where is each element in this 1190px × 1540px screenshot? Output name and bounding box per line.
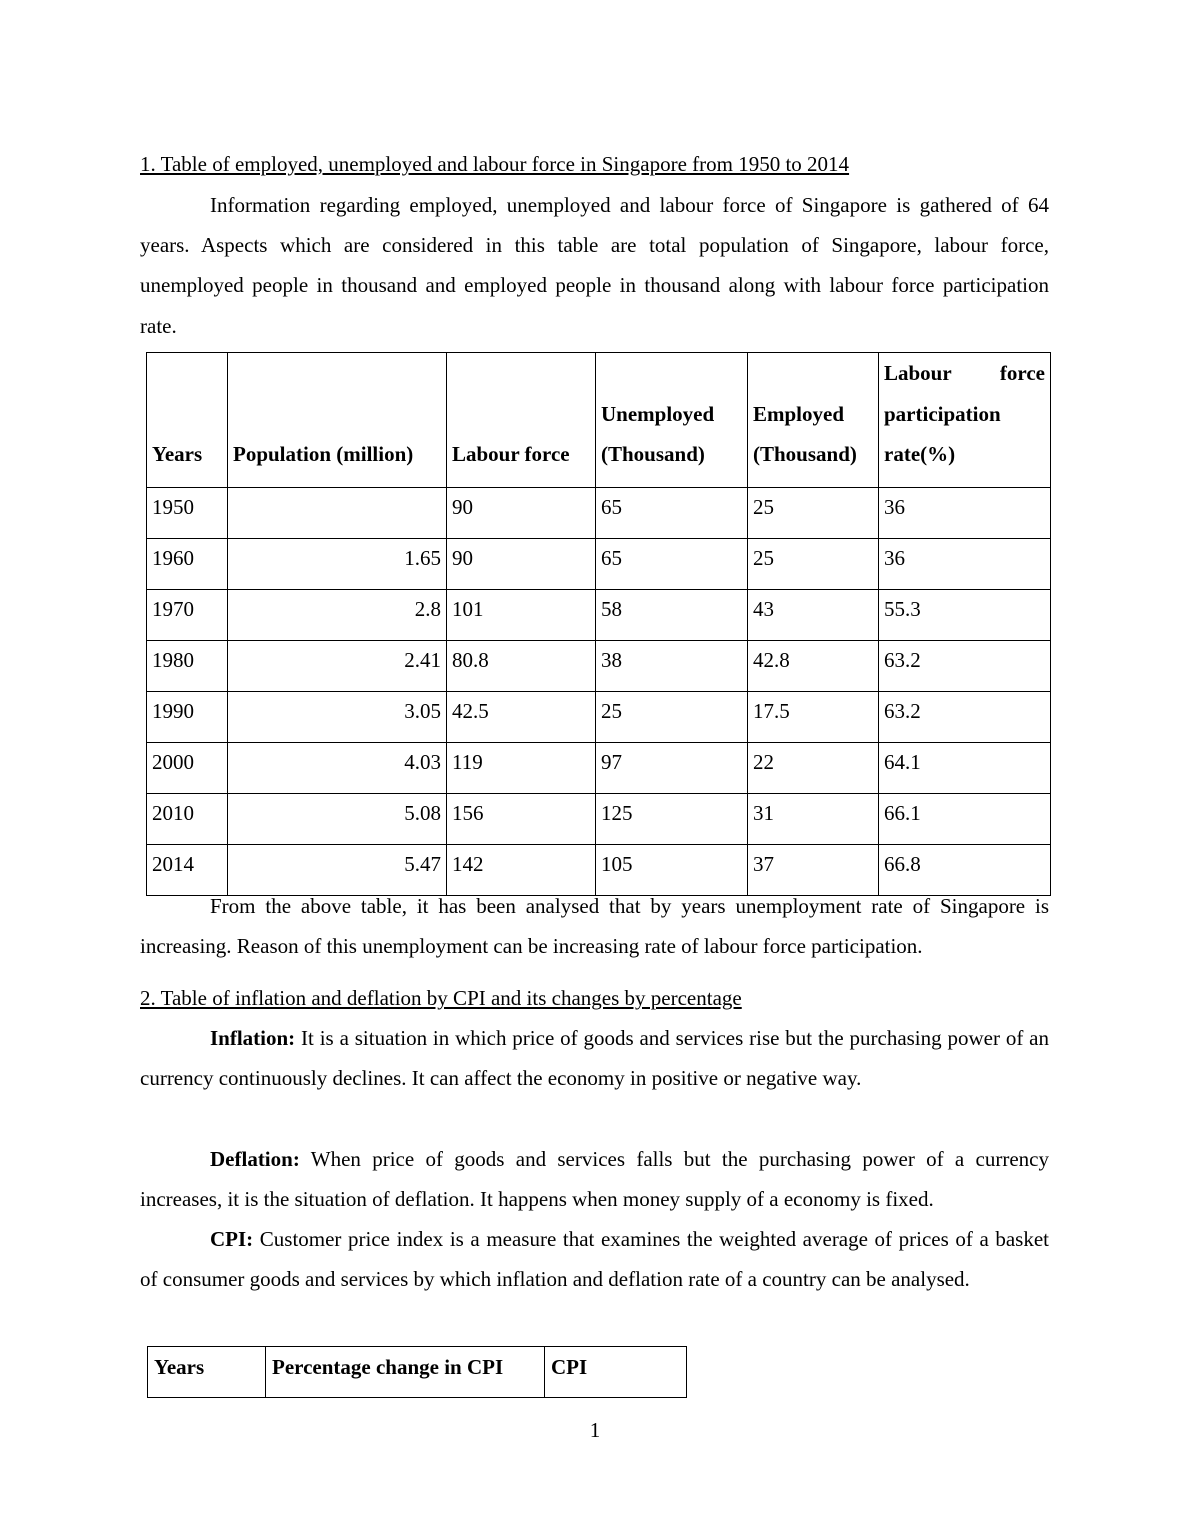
header-employed [748, 353, 879, 488]
cell-year: 1970 [147, 589, 228, 640]
cell-unemployed: 125 [596, 793, 748, 844]
cell-employed: 31 [748, 793, 879, 844]
header-unemployed-line2: (Thousand) [601, 442, 705, 466]
cell-employed: 25 [748, 487, 879, 538]
labour-force-table-body [147, 487, 1051, 895]
cell-year: 2000 [147, 742, 228, 793]
cell-unemployed: 38 [596, 640, 748, 691]
inflation-text: It is a situation in which price of goods and services rise but the purchasing power of an currency continuously declines. It can affect the economy in positive or negative way. [140, 1026, 1049, 1091]
header-years: Years [147, 353, 228, 488]
table-row [147, 589, 1051, 640]
cpi-header-cpi: CPI [545, 1347, 687, 1398]
cpi-header-percentage-change: Percentage change in CPI [266, 1347, 545, 1398]
header-employed-line2: (Thousand) [753, 442, 857, 466]
cell-employed: 22 [748, 742, 879, 793]
section1-analysis-paragraph [140, 886, 1049, 966]
cell-population: 5.08 [228, 793, 447, 844]
cell-labour-force: 101 [447, 589, 596, 640]
cell-labour-force: 142 [447, 844, 596, 895]
cell-population: 3.05 [228, 691, 447, 742]
cell-labour-force: 90 [447, 487, 596, 538]
cpi-header-years: Years [148, 1347, 266, 1398]
cell-population: 1.65 [228, 538, 447, 589]
cell-labour-force: 80.8 [447, 640, 596, 691]
section1-intro-text: Information regarding employed, unemployed and labour force of Singapore is gathered of 64 years. Aspects which are considered in this table are total population of Singapore, labour force, unemployed people in thousand and employed people in thousand along with labour force participation rate. [140, 193, 1049, 338]
header-lfpr [879, 353, 1051, 488]
cell-lfpr: 66.8 [879, 844, 1051, 895]
header-lfpr-line2: participation [884, 401, 1001, 426]
header-unemployed-line1: Unemployed [601, 401, 715, 426]
table-row [147, 487, 1051, 538]
cell-population: 2.8 [228, 589, 447, 640]
table-row [147, 691, 1051, 742]
cell-labour-force: 90 [447, 538, 596, 589]
cell-unemployed: 65 [596, 538, 748, 589]
cell-employed: 25 [748, 538, 879, 589]
cell-population [228, 487, 447, 538]
cpi-paragraph [140, 1219, 1049, 1299]
table-row [147, 640, 1051, 691]
header-unemployed [596, 353, 748, 488]
inflation-paragraph [140, 1018, 1049, 1098]
cell-lfpr: 55.3 [879, 589, 1051, 640]
cell-employed: 17.5 [748, 691, 879, 742]
header-population: Population (million) [228, 353, 447, 488]
cell-year: 2014 [147, 844, 228, 895]
table-row [147, 538, 1051, 589]
header-lfpr-line1 [884, 353, 1045, 394]
table-row [147, 742, 1051, 793]
cell-population: 2.41 [228, 640, 447, 691]
cell-unemployed: 58 [596, 589, 748, 640]
cell-unemployed: 97 [596, 742, 748, 793]
cpi-table [147, 1346, 687, 1398]
header-lfpr-word-force: force [999, 361, 1045, 385]
cell-population: 5.47 [228, 844, 447, 895]
deflation-term: Deflation: [210, 1147, 300, 1171]
header-lfpr-line3: rate(%) [884, 442, 956, 466]
cell-lfpr: 63.2 [879, 640, 1051, 691]
cell-employed: 43 [748, 589, 879, 640]
cell-lfpr: 36 [879, 538, 1051, 589]
cell-year: 1990 [147, 691, 228, 742]
cell-lfpr: 63.2 [879, 691, 1051, 742]
table-header-row [147, 353, 1051, 488]
cell-labour-force: 42.5 [447, 691, 596, 742]
page-number: 1 [589, 1418, 601, 1442]
cell-lfpr: 66.1 [879, 793, 1051, 844]
cell-lfpr: 36 [879, 487, 1051, 538]
section1-heading: 1. Table of employed, unemployed and labour force in Singapore from 1950 to 2014 [140, 152, 850, 176]
cell-lfpr: 64.1 [879, 742, 1051, 793]
deflation-text: When price of goods and services falls but the purchasing power of a currency increases, it is the situation of deflation. It happens when money supply of a economy is fixed. [140, 1147, 1049, 1212]
cell-year: 1950 [147, 487, 228, 538]
section1-intro-paragraph [140, 185, 1049, 346]
deflation-paragraph [140, 1139, 1049, 1219]
header-labour-force: Labour force [447, 353, 596, 488]
cpi-table-header-row [148, 1347, 687, 1398]
cell-unemployed: 65 [596, 487, 748, 538]
header-lfpr-word-labour: Labour [884, 361, 952, 385]
inflation-term: Inflation: [210, 1026, 296, 1050]
labour-force-table [146, 352, 1051, 896]
cell-employed: 37 [748, 844, 879, 895]
cell-population: 4.03 [228, 742, 447, 793]
cpi-text: Customer price index is a measure that examines the weighted average of prices of a basket of consumer goods and services by which inflation and deflation rate of a country can be analysed. [140, 1227, 1049, 1292]
cell-year: 1980 [147, 640, 228, 691]
cell-unemployed: 105 [596, 844, 748, 895]
cell-labour-force: 156 [447, 793, 596, 844]
table-row [147, 793, 1051, 844]
section2-heading: 2. Table of inflation and deflation by CPI and its changes by percentage [140, 986, 742, 1010]
cell-year: 1960 [147, 538, 228, 589]
cpi-term: CPI: [210, 1227, 254, 1251]
cell-employed: 42.8 [748, 640, 879, 691]
cell-year: 2010 [147, 793, 228, 844]
section1-analysis-text: From the above table, it has been analysed that by years unemployment rate of Singapore is increasing. Reason of this unemployment can be increasing rate of labour force participation. [140, 894, 1049, 959]
header-employed-line1: Employed [753, 401, 845, 426]
cell-unemployed: 25 [596, 691, 748, 742]
cell-labour-force: 119 [447, 742, 596, 793]
